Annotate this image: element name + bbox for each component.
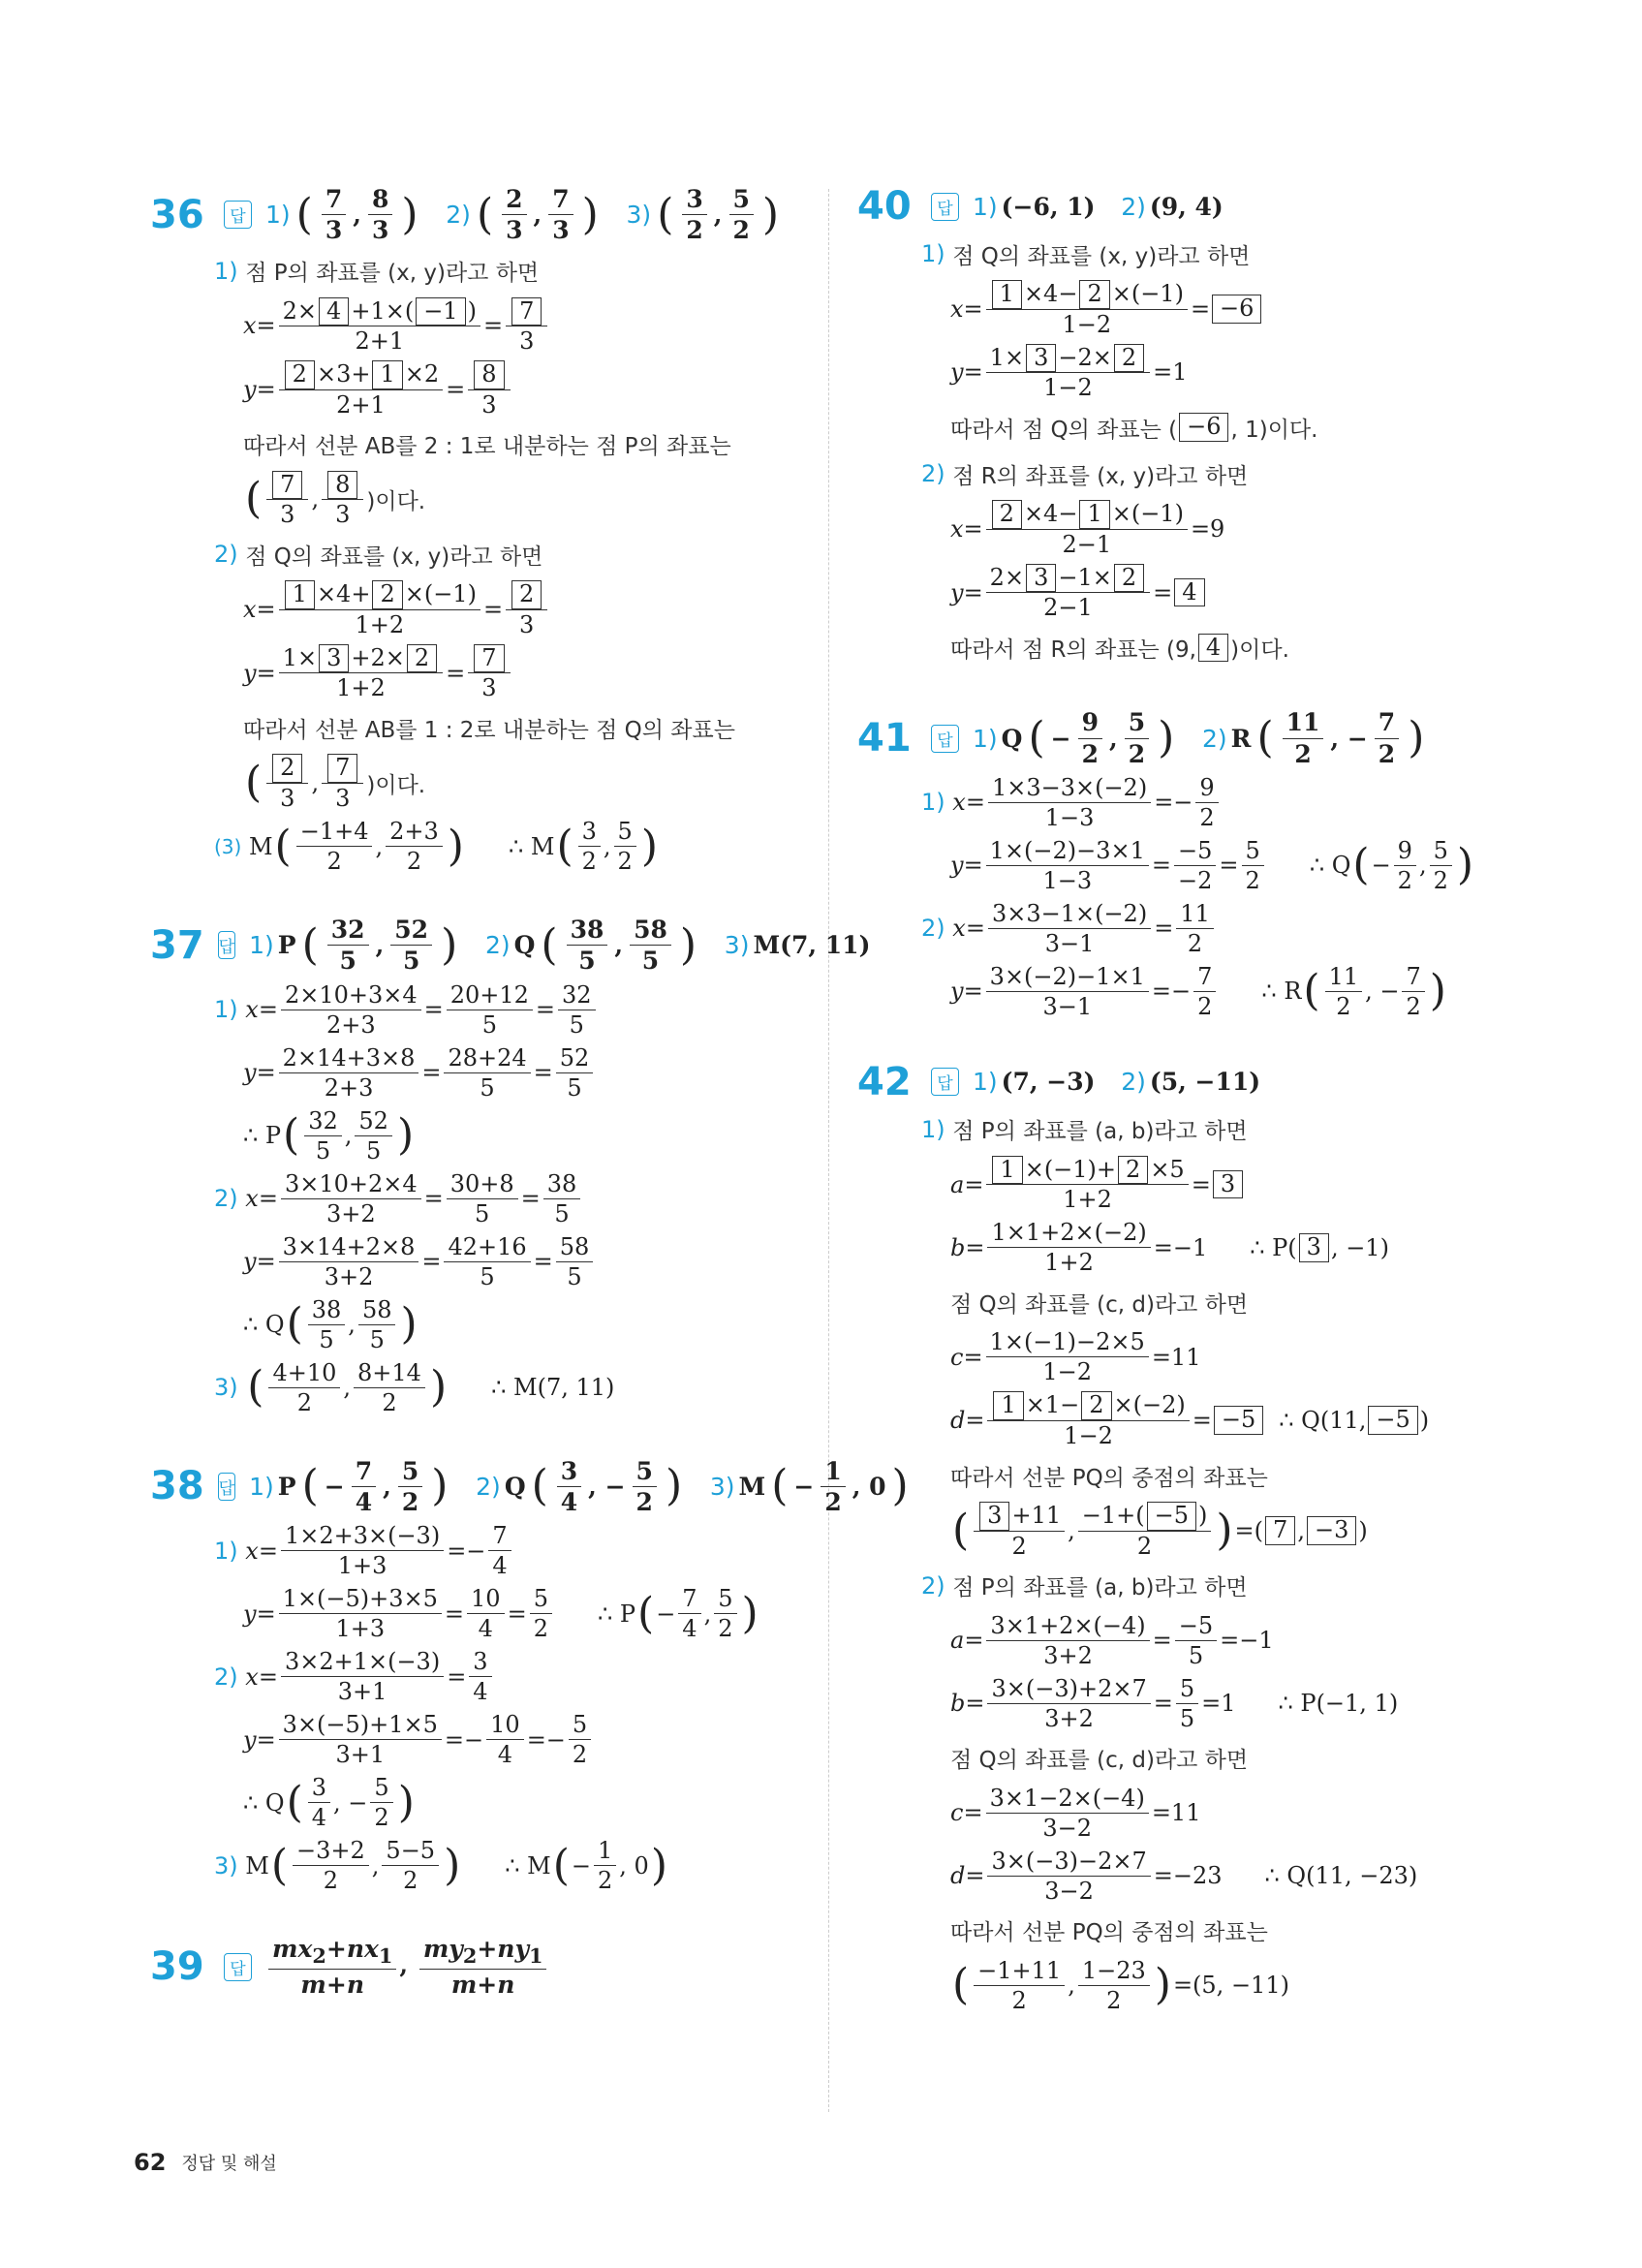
equation-b: b = $\frac{3\times(-3)+2\times 7}{3+2}$ = $\frac{5}{5}$ =1 ∴ P(−1, 1) (950, 1674, 1399, 1732)
equation-y: y = $\frac{1\times 3 -2\times 2}{1-2}$ =1 (950, 343, 1188, 402)
step-intro: 1) 점 P의 좌표를 (x, y)라고 하면 (214, 257, 540, 286)
equation-y: y = $\frac{1\times(-2)-3\times 1}{1-3}$ = $\frac{-5}{-2}$ = $\frac{5}{2}$ ∴ Q ( − $\frac{9}{2}$ , $\frac{5}{2}$ ) (950, 836, 1474, 894)
problem-42 (857, 1060, 1555, 2015)
answer-summary: $\frac{mx_2+nx_1}{m+n}$ , $\frac{my_2+ny_1}{m+n}$ (265, 1934, 549, 2000)
step-intro: 2) 점 P의 좌표를 (a, b)라고 하면 (921, 1571, 1248, 1601)
problem-40-header (857, 184, 1555, 229)
answer-badge: 답 (224, 1953, 252, 1981)
answer-summary: 1) Q ( − $\frac{9}{2}$ , $\frac{5}{2}$ ) 2) R ( $\frac{11}{2}$ , − $\frac{7}{2}$ ) (973, 708, 1425, 768)
step-intro: 2) 점 Q의 좌표를 (x, y)라고 하면 (214, 541, 543, 570)
problem-39 (150, 1934, 819, 2000)
equation-x: x = $\frac{2 \times 4- 1 \times(-1)}{2-1}$ =9 (950, 500, 1225, 558)
step-3: 3) M ( $\frac{-3+2}{2}$ , $\frac{5-5}{2}$ ) ∴ M ( − $\frac{1}{2}$ , 0 ) (214, 1837, 667, 1895)
equation-y: y = $\frac{1\times(-5)+3\times 5}{1+3}$ = $\frac{10}{4}$ = $\frac{5}{2}$ ∴ P ( − $\frac{7}{4}$ , $\frac{5}{2}$ ) (243, 1585, 759, 1643)
equation-d: d = $\frac{1 \times 1- 2 \times(-2)}{1-2}$ = −5 ∴ Q(11, −5 ) (950, 1391, 1430, 1450)
answer-summary: 1) (−6, 1) 2) (9, 4) (973, 192, 1224, 221)
conclusion-text: 따라서 점 R의 좌표는 (9, 4 )이다. (950, 633, 1289, 663)
equation-a: a = $\frac{3\times 1+2\times(-4)}{3+2}$ = $\frac{-5}{5}$ =−1 (950, 1611, 1274, 1669)
problem-42-header (857, 1060, 1555, 1104)
step-3: (3) M ( $\frac{-1+4}{2}$ , $\frac{2+3}{2}$ ) ∴ M ( $\frac{3}{2}$ , $\frac{5}{2}$ ) (214, 818, 658, 876)
equation-y: y = $\frac{2 \times 3+ 1 \times 2}{2+1}$ = $\frac{8}{3}$ (150, 359, 819, 419)
answer-badge: 답 (931, 725, 959, 753)
problem-41-header (857, 707, 1555, 769)
right-column (857, 184, 1555, 2054)
equation-y: y = $\frac{3\times 14+2\times 8}{3+2}$ = $\frac{42+16}{5}$ = $\frac{58}{5}$ (150, 1232, 819, 1291)
equation-y: y = $\frac{3\times(-2)-1\times 1}{3-1}$ =− $\frac{7}{2}$ ∴ R ( $\frac{11}{2}$ , − $\frac{7}{2}$ ) (950, 962, 1446, 1020)
problem-number: 36 (150, 192, 204, 237)
equation-a: a = $\frac{1 \times(-1)+ 2 \times 5}{1+2}$ = 3 (857, 1155, 1555, 1215)
conclusion-result: ( $\frac{2}{3}$ , $\frac{7}{3}$ )이다. (245, 754, 426, 813)
equation-x: x = $\frac{1 \times 4- 2 \times(-1)}{1-2}$ = −6 (857, 279, 1555, 339)
answer-badge: 답 (224, 201, 252, 229)
equation-c: c = $\frac{1\times(-1)-2\times 5}{1-2}$ =11 (950, 1328, 1201, 1386)
conclusion-result: ( $\frac{7}{3}$ , $\frac{8}{3}$ )이다. (245, 470, 426, 529)
conclusion-result: ( $\frac{3 +11}{2}$ , $\frac{-1+( -5 )}{2}$ ) =( 7 , −3 ) (952, 1502, 1368, 1560)
problem-number: 39 (150, 1944, 204, 1990)
problem-38-header (150, 1456, 909, 1518)
problem-number: 41 (857, 716, 912, 761)
equation-x: 2) x = $\frac{3\times 10+2\times 4}{3+2}$ = $\frac{30+8}{5}$ = $\frac{38}{5}$ (150, 1169, 819, 1228)
equation-x: x = $\frac{1 \times 4+ 2 \times(-1)}{1+2}$ = $\frac{2}{3}$ (150, 579, 819, 639)
conclusion-text: 따라서 점 Q의 좌표는 ( −6 , 1)이다. (950, 413, 1318, 443)
equation-d: d = $\frac{3\times(-3)-2\times 7}{3-2}$ =−23 ∴ Q(11, −23) (950, 1847, 1418, 1905)
step-intro: 1) 점 P의 좌표를 (a, b)라고 하면 (921, 1115, 1248, 1145)
answer-summary: 1) ( $\frac{7}{3}$ , $\frac{8}{3}$ ) 2) ( $\frac{2}{3}$ , $\frac{7}{3}$ ) 3) ( $\frac{3}{2}$ , $\frac{5}{2}$ ) (265, 185, 780, 245)
equation-y: y = $\frac{2\times 14+3\times 8}{2+3}$ = $\frac{28+24}{5}$ = $\frac{52}{5}$ (150, 1043, 819, 1103)
result: ∴ Q ( $\frac{38}{5}$ , $\frac{58}{5}$ ) (243, 1295, 418, 1353)
answer-summary: 1) P ( $\frac{32}{5}$ , $\frac{52}{5}$ ) 2) Q ( $\frac{38}{5}$ , $\frac{58}{5}$ ) 3) M(7, 11) (249, 916, 871, 976)
footer-label: 정답 및 해설 (181, 2154, 277, 2174)
equation-x: 1) x = $\frac{2\times 10+3\times 4}{2+3}$ = $\frac{20+12}{5}$ = $\frac{32}{5}$ (150, 980, 819, 1040)
page-number: 62 (134, 2149, 167, 2176)
equation-x: 2) x = $\frac{3\times 3-1\times(-2)}{3-1}$ = $\frac{11}{2}$ (857, 899, 1555, 958)
problem-37 (150, 915, 871, 1417)
equation-x: 1) x = $\frac{1\times 3-3\times(-2)}{1-3}$ =− $\frac{9}{2}$ (857, 773, 1555, 832)
answer-badge: 답 (218, 1473, 235, 1501)
answer-summary: 1) (7, −3) 2) (5, −11) (973, 1068, 1261, 1097)
conclusion-text: 따라서 선분 PQ의 중점의 좌표는 (950, 1465, 1268, 1491)
equation-y: y = $\frac{2\times 3 -1\times 2}{2-1}$ = 4 (857, 563, 1555, 623)
problem-number: 40 (857, 184, 912, 229)
answer-badge: 답 (931, 193, 959, 221)
problem-36 (150, 184, 819, 876)
answer-summary: 1) P ( − $\frac{7}{4}$ , $\frac{5}{2}$ ) 2) Q ( $\frac{3}{4}$ , − $\frac{5}{2}$ ) 3) M ( − $\frac{1}{2}$ , 0 ) (249, 1456, 909, 1516)
conclusion-text: 따라서 선분 AB를 1 : 2로 내분하는 점 Q의 좌표는 (243, 717, 735, 743)
page-footer (134, 2149, 277, 2176)
problem-38 (150, 1456, 909, 1896)
equation-y: y = $\frac{3\times(-5)+1\times 5}{3+1}$ =− $\frac{10}{4}$ =− $\frac{5}{2}$ (150, 1710, 819, 1769)
equation-x: x = $\frac{2\times 4 +1\times( -1 )}{2+1}$ = $\frac{7}{3}$ (150, 296, 819, 357)
problem-40 (857, 184, 1555, 668)
conclusion-result: ( $\frac{-1+11}{2}$ , $\frac{1-23}{2}$ ) =(5, −11) (952, 1956, 1289, 2014)
problem-number: 38 (150, 1464, 204, 1509)
problem-36-header (150, 184, 819, 246)
equation-c: c = $\frac{3\times 1-2\times(-4)}{3-2}$ =11 (950, 1784, 1201, 1842)
result: ∴ Q ( $\frac{3}{4}$ , − $\frac{5}{2}$ ) (243, 1774, 415, 1832)
problem-37-header (150, 915, 871, 977)
problem-number: 37 (150, 922, 204, 968)
equation-x: 2) x = $\frac{3\times 2+1\times(-3)}{3+1}$ = $\frac{3}{4}$ (150, 1647, 819, 1706)
step-intro: 2) 점 R의 좌표를 (x, y)라고 하면 (921, 460, 1249, 489)
answer-badge: 답 (931, 1068, 959, 1096)
column-divider (828, 189, 829, 2112)
problem-number: 42 (857, 1059, 912, 1104)
equation-x: 1) x = $\frac{1\times 2+3\times(-3)}{1+3}$ =− $\frac{7}{4}$ (150, 1521, 819, 1580)
equation-b: b = $\frac{1\times 1+2\times(-2)}{1+2}$ =−1 ∴ P( 3 , −1) (950, 1219, 1389, 1277)
step-intro: 1) 점 Q의 좌표를 (x, y)라고 하면 (921, 240, 1251, 269)
equation-y: y = $\frac{1\times 3 +2\times 2}{1+2}$ = $\frac{7}{3}$ (150, 643, 819, 703)
step-intro: 점 Q의 좌표를 (c, d)라고 하면 (950, 1748, 1249, 1774)
conclusion-text: 따라서 선분 AB를 2 : 1로 내분하는 점 P의 좌표는 (243, 434, 731, 460)
problem-41 (857, 707, 1555, 1021)
answer-badge: 답 (218, 931, 235, 959)
step-intro: 점 Q의 좌표를 (c, d)라고 하면 (950, 1291, 1249, 1318)
result: ∴ P ( $\frac{32}{5}$ , $\frac{52}{5}$ ) (243, 1106, 415, 1165)
problem-39-header (150, 1934, 819, 2000)
conclusion-text: 따라서 선분 PQ의 중점의 좌표는 (950, 1920, 1268, 1946)
step-3: 3) ( $\frac{4+10}{2}$ , $\frac{8+14}{2}$ ) ∴ M(7, 11) (214, 1358, 615, 1416)
